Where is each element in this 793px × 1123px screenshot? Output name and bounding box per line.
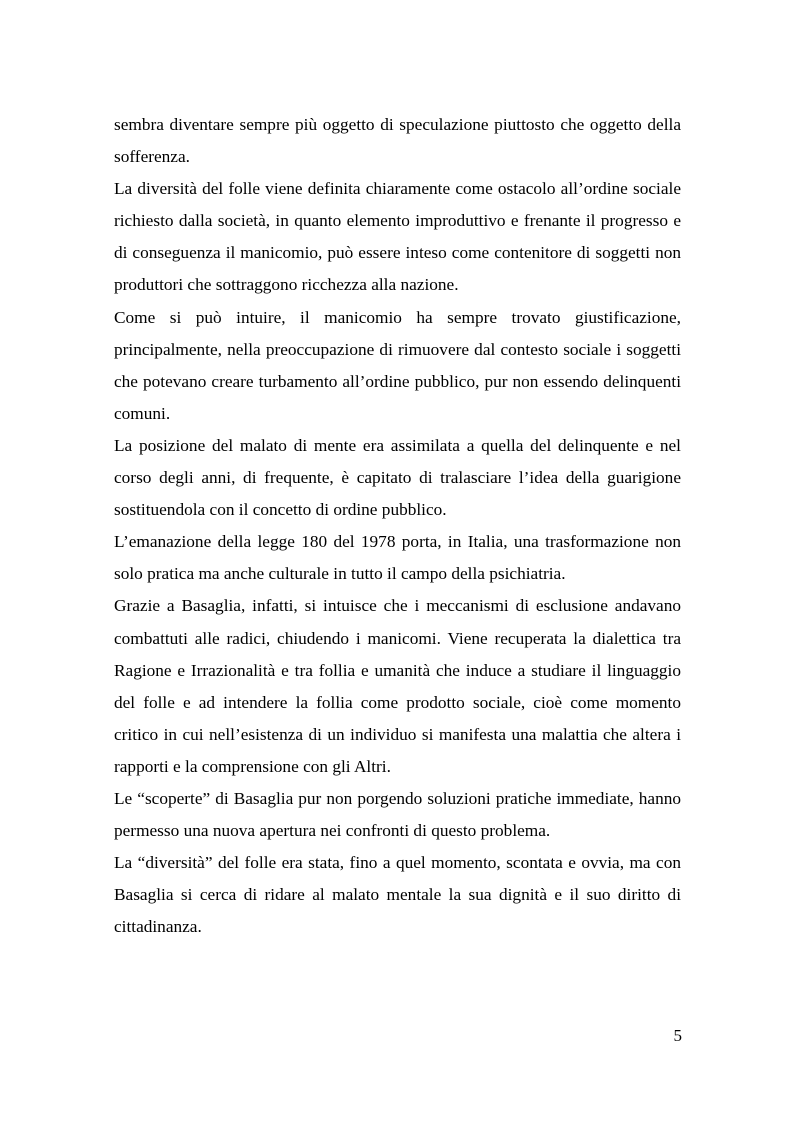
paragraph: La “diversità” del folle era stata, fino a quel momento, scontata e ovvia, ma con Basaglia si cerca di ridare al malato mentale la sua dignità e il suo diritto di cittadinanza. <box>114 853 681 937</box>
paragraph: sembra diventare sempre più oggetto di speculazione piuttosto che oggetto della sofferenza. <box>114 115 681 167</box>
paragraph: Come si può intuire, il manicomio ha sempre trovato giustificazione, principalmente, nella preoccupazione di rimuovere dal contesto sociale i soggetti che potevano creare turbamento all’ordine pubblico, pur non essendo delinquenti comuni. <box>114 307 681 423</box>
body-text <box>114 109 681 943</box>
paragraph: Le “scoperte” di Basaglia pur non porgendo soluzioni pratiche immediate, hanno permesso una nuova apertura nei confronti di questo problema. <box>114 788 681 841</box>
page-number: 5 <box>673 1026 682 1045</box>
paragraph: La posizione del malato di mente era assimilata a quella del delinquente e nel corso degli anni, di frequente, è capitato di tralasciare l’idea della guarigione sostituendola con il concetto di ordine pubblico. <box>114 435 681 520</box>
paragraph: La diversità del folle viene definita chiaramente come ostacolo all’ordine sociale richiesto dalla società, in quanto elemento improduttivo e frenante il progresso e di conseguenza il manicomio, può essere inteso come contenitore di soggetti non produttori che sottraggono ricchezza alla nazione. <box>114 179 681 295</box>
paragraph: L’emanazione della legge 180 del 1978 porta, in Italia, una trasformazione non solo pratica ma anche culturale in tutto il campo della psichiatria. <box>114 532 681 584</box>
paragraph: Grazie a Basaglia, infatti, si intuisce che i meccanismi di esclusione andavano combattuti alle radici, chiudendo i manicomi. Viene recuperata la dialettica tra Ragione e Irrazionalità e tra follia e umanità che induce a studiare il linguaggio del folle e ad intendere la follia come prodotto sociale, cioè come momento critico in cui nell’esistenza di un individuo si manifesta una malattia che altera i rapporti e la comprensione con gli Altri. <box>114 596 681 776</box>
